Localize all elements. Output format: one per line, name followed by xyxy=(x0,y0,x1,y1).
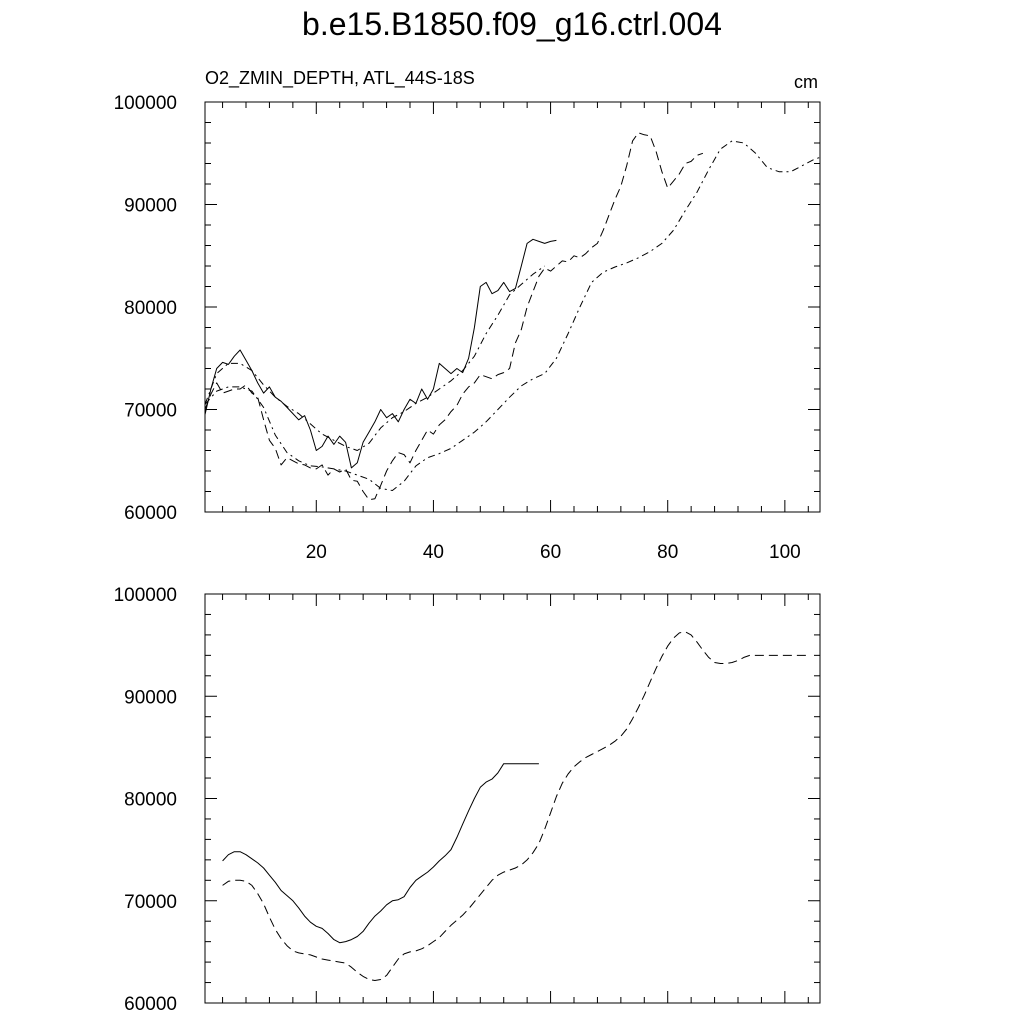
y-tick-label: 80000 xyxy=(124,298,177,319)
x-tick-label: 20 xyxy=(305,542,327,563)
bottom-panel xyxy=(114,585,820,1015)
top-panel xyxy=(114,68,820,563)
x-tick-label: 40 xyxy=(422,542,444,563)
series-line-control-smoothed xyxy=(205,141,820,491)
panel-units-label: cm xyxy=(794,72,818,92)
series-line-case-raw xyxy=(205,239,556,468)
y-tick-label: 70000 xyxy=(124,891,177,913)
x-tick-label: 100 xyxy=(769,542,801,563)
y-tick-label: 70000 xyxy=(124,400,177,422)
y-tick-label: 100000 xyxy=(113,585,177,606)
panel-left-label: O2_ZMIN_DEPTH, ATL_44S-18S xyxy=(205,68,475,88)
y-tick-label: 90000 xyxy=(124,687,177,709)
series-line-control-smoothed xyxy=(223,632,809,981)
y-tick-label: 80000 xyxy=(124,789,177,811)
x-tick-label: 80 xyxy=(657,542,679,563)
series-line-control-raw xyxy=(205,133,703,500)
x-tick-label: 60 xyxy=(540,542,562,563)
y-tick-label: 60000 xyxy=(124,994,177,1015)
series-line-case-smoothed xyxy=(223,764,539,943)
y-tick-label: 100000 xyxy=(113,93,177,114)
figure-title: b.e15.B1850.f09_g16.ctrl.004 xyxy=(302,6,722,42)
plot-frame xyxy=(205,102,820,512)
y-tick-label: 60000 xyxy=(124,503,177,524)
plot-frame xyxy=(205,594,820,1003)
y-tick-label: 90000 xyxy=(124,195,177,217)
